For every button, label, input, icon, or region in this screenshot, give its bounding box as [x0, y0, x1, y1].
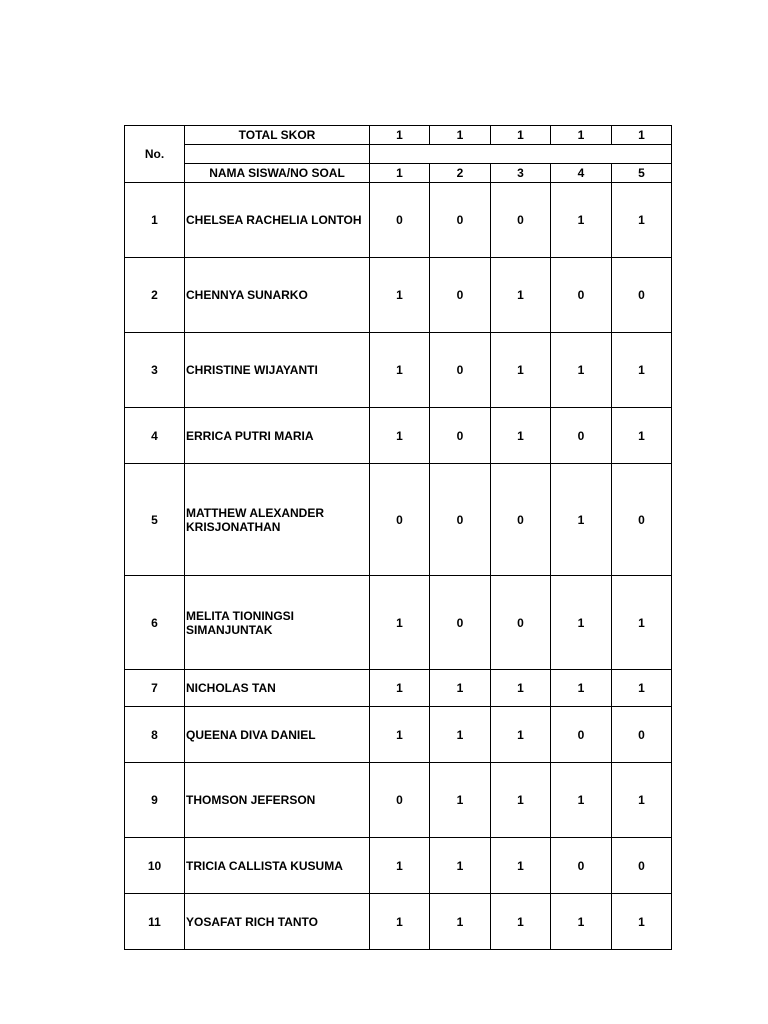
- score-q3: 1: [491, 838, 551, 894]
- total-score-q5: 1: [612, 126, 672, 145]
- score-q3: 1: [491, 258, 551, 333]
- score-q1: 1: [370, 333, 430, 408]
- score-q3: 1: [491, 333, 551, 408]
- score-q4: 0: [551, 707, 612, 763]
- score-q4: 1: [551, 670, 612, 707]
- question-number-3: 3: [491, 164, 551, 183]
- score-q4: 0: [551, 258, 612, 333]
- total-score-q2: 1: [430, 126, 491, 145]
- score-q5: 1: [612, 894, 672, 950]
- student-name-line: CHELSEA RACHELIA LONTOH: [186, 213, 362, 227]
- score-q1: 1: [370, 670, 430, 707]
- student-number: 10: [125, 838, 185, 894]
- student-row: [125, 670, 672, 707]
- score-q4: 0: [551, 838, 612, 894]
- score-q1: 1: [370, 576, 430, 670]
- score-q3: 1: [491, 670, 551, 707]
- blank-merged-cell: [370, 145, 672, 164]
- score-q4: 1: [551, 576, 612, 670]
- score-q2: 0: [430, 408, 491, 464]
- score-q4: 0: [551, 408, 612, 464]
- question-number-row: [125, 164, 672, 183]
- score-q5: 0: [612, 838, 672, 894]
- score-q3: 0: [491, 183, 551, 258]
- student-name-line: QUEENA DIVA DANIEL: [186, 727, 316, 742]
- student-name: [185, 763, 370, 838]
- student-number: 11: [125, 894, 185, 950]
- score-q3: 1: [491, 763, 551, 838]
- score-q3: 1: [491, 408, 551, 464]
- score-q3: 1: [491, 894, 551, 950]
- student-row: [125, 707, 672, 763]
- score-q5: 0: [612, 464, 672, 576]
- score-q5: 1: [612, 763, 672, 838]
- score-q2: 1: [430, 670, 491, 707]
- student-row: [125, 464, 672, 576]
- student-name-line: MELITA TIONINGSI: [186, 608, 294, 623]
- blank-cell: [185, 145, 370, 164]
- student-number: 9: [125, 763, 185, 838]
- score-q4: 1: [551, 464, 612, 576]
- total-score-label: TOTAL SKOR: [185, 126, 370, 145]
- score-q2: 1: [430, 707, 491, 763]
- score-q2: 1: [430, 894, 491, 950]
- score-q2: 0: [430, 258, 491, 333]
- student-name: [185, 707, 370, 763]
- student-name: [185, 576, 370, 670]
- student-name: [185, 670, 370, 707]
- score-q2: 0: [430, 333, 491, 408]
- score-q1: 1: [370, 838, 430, 894]
- question-number-1: 1: [370, 164, 430, 183]
- student-name: [185, 464, 370, 576]
- student-name: [185, 258, 370, 333]
- student-number: 7: [125, 670, 185, 707]
- score-q3: 0: [491, 576, 551, 670]
- score-q2: 0: [430, 576, 491, 670]
- score-q1: 1: [370, 408, 430, 464]
- score-q1: 0: [370, 183, 430, 258]
- score-q4: 1: [551, 183, 612, 258]
- question-number-5: 5: [612, 164, 672, 183]
- student-name: [185, 183, 370, 258]
- score-q3: 0: [491, 464, 551, 576]
- score-q1: 1: [370, 894, 430, 950]
- student-row: [125, 576, 672, 670]
- score-q5: 1: [612, 183, 672, 258]
- total-score-q3: 1: [491, 126, 551, 145]
- student-number: 6: [125, 576, 185, 670]
- score-q1: 0: [370, 763, 430, 838]
- student-name: [185, 838, 370, 894]
- score-q5: 1: [612, 576, 672, 670]
- total-score-q4: 1: [551, 126, 612, 145]
- score-q5: 1: [612, 408, 672, 464]
- score-q4: 1: [551, 894, 612, 950]
- student-number: 4: [125, 408, 185, 464]
- student-row: [125, 258, 672, 333]
- score-q1: 1: [370, 707, 430, 763]
- student-name-line: THOMSON JEFERSON: [186, 793, 316, 807]
- blank-header-row: [125, 145, 672, 164]
- score-q2: 1: [430, 763, 491, 838]
- student-row: [125, 408, 672, 464]
- student-row: [125, 838, 672, 894]
- student-row: [125, 183, 672, 258]
- score-sheet: [124, 125, 672, 950]
- score-q2: 0: [430, 183, 491, 258]
- student-number: 1: [125, 183, 185, 258]
- score-q4: 1: [551, 763, 612, 838]
- student-name-line: NICHOLAS TAN: [186, 681, 276, 695]
- no-header: No.: [125, 126, 185, 183]
- score-q1: 0: [370, 464, 430, 576]
- score-q3: 1: [491, 707, 551, 763]
- score-q4: 1: [551, 333, 612, 408]
- student-name-line: TRICIA CALLISTA KUSUMA: [186, 858, 343, 873]
- name-header: NAMA SISWA/NO SOAL: [185, 164, 370, 183]
- score-table: [124, 125, 672, 950]
- student-number: 2: [125, 258, 185, 333]
- student-name-line: YOSAFAT RICH TANTO: [186, 914, 318, 929]
- total-score-row: [125, 126, 672, 145]
- score-q2: 0: [430, 464, 491, 576]
- student-name-line: MATTHEW ALEXANDER: [186, 505, 324, 520]
- student-name-line: CHENNYA SUNARKO: [186, 288, 308, 302]
- student-row: [125, 333, 672, 408]
- question-number-2: 2: [430, 164, 491, 183]
- score-q1: 1: [370, 258, 430, 333]
- student-name: [185, 408, 370, 464]
- total-score-q1: 1: [370, 126, 430, 145]
- student-number: 3: [125, 333, 185, 408]
- score-q5: 0: [612, 707, 672, 763]
- student-name: [185, 894, 370, 950]
- student-name: [185, 333, 370, 408]
- score-q5: 1: [612, 670, 672, 707]
- student-number: 8: [125, 707, 185, 763]
- score-q2: 1: [430, 838, 491, 894]
- question-number-4: 4: [551, 164, 612, 183]
- student-name-line: KRISJONATHAN: [186, 519, 281, 534]
- student-number: 5: [125, 464, 185, 576]
- score-q5: 1: [612, 333, 672, 408]
- student-name-line: SIMANJUNTAK: [186, 622, 273, 637]
- student-row: [125, 763, 672, 838]
- score-q5: 0: [612, 258, 672, 333]
- student-name-line: ERRICA PUTRI MARIA: [186, 428, 314, 443]
- student-name-line: CHRISTINE WIJAYANTI: [186, 363, 318, 377]
- student-row: [125, 894, 672, 950]
